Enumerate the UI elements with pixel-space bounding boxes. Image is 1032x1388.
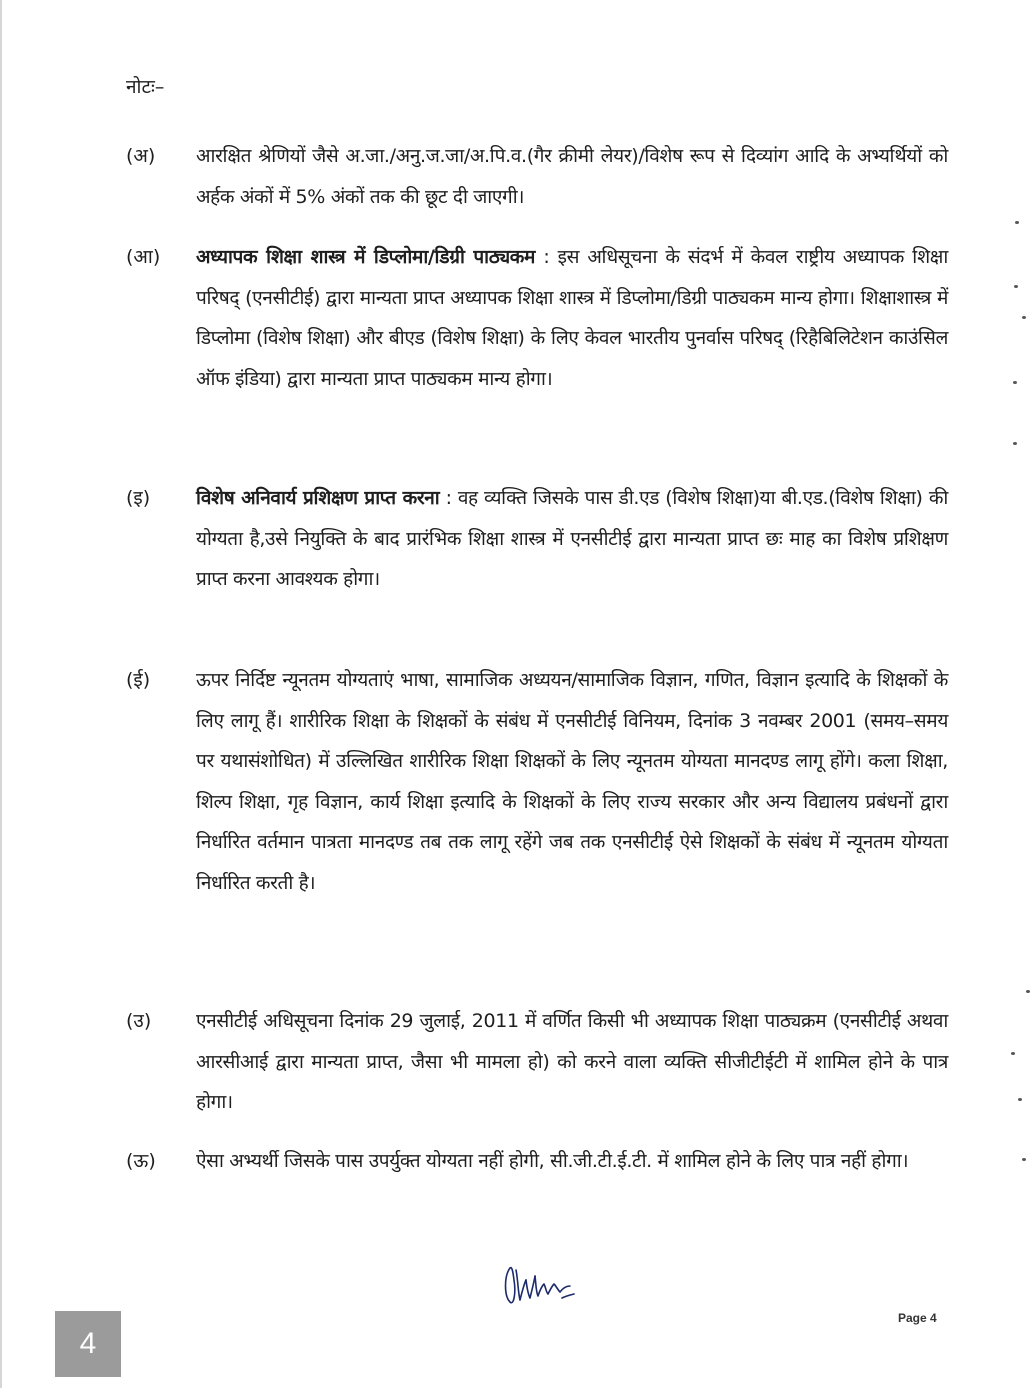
item-bold-lead: अध्यापक शिक्षा शास्त्र में डिप्लोमा/डिग्री पाठ्यकम — [196, 246, 536, 268]
note-heading: नोटः– — [126, 76, 165, 98]
item-text: ऐसा अभ्यर्थी जिसके पास उपर्युक्त योग्यता नहीं होगी, सी.जी.टी.ई.टी. में शामिल होने के लिए पात्र नहीं होगा। — [196, 1150, 909, 1172]
item-label: (आ) — [126, 246, 161, 268]
item-text: : इस अधिसूचना के संदर्भ में केवल राष्ट्रीय अध्यापक शिक्षा परिषद् (एनसीटीई) द्वारा मान्यता प्राप्त अध्यापक शिक्षा शास्त्र में डिप्लोमा/डिग्री पाठ्यकम मान्य होगा। शिक्षाशास्त्र में डिप्लोमा (विशेष शिक्षा) और बीएड (विशेष शिक्षा) के लिए केवल भारतीय पुनर्वास परिषद् (रिहैबिलिटेशन काउंसिल ऑफ इंडिया) द्वारा मान्यता प्राप्त पाठ्यकम मान्य होगा। — [196, 246, 948, 390]
item-body — [196, 660, 948, 903]
note-item — [118, 1001, 948, 1123]
page-edge — [0, 0, 2, 1388]
item-body — [196, 237, 948, 399]
note-item — [118, 237, 948, 399]
scan-speck — [1015, 221, 1019, 224]
item-body — [196, 1141, 948, 1182]
item-label: (उ) — [126, 1010, 152, 1032]
note-item — [118, 136, 948, 217]
scan-speck — [1026, 990, 1030, 993]
item-label: (ई) — [126, 669, 151, 691]
scan-speck — [1013, 381, 1017, 384]
page-number-badge: 4 — [55, 1311, 121, 1377]
item-text: आरक्षित श्रेणियों जैसे अ.जा./अनु.ज.जा/अ.पि.व.(गैर क्रीमी लेयर)/विशेष रूप से दिव्यांग आदि के अभ्यर्थियों को अर्हक अंकों में 5% अंकों तक की छूट दी जाएगी। — [196, 145, 948, 208]
item-body — [196, 1001, 948, 1123]
scan-speck — [1013, 442, 1017, 445]
item-body — [196, 136, 948, 217]
item-bold-lead: विशेष अनिवार्य प्रशिक्षण प्राप्त करना — [196, 487, 440, 509]
item-text: ऊपर निर्दिष्ट न्यूनतम योग्यताएं भाषा, सामाजिक अध्ययन/सामाजिक विज्ञान, गणित, विज्ञान इत्यादि के शिक्षकों के लिए लागू हैं। शारीरिक शिक्षा के शिक्षकों के संबंध में एनसीटीई विनियम, दिनांक 3 नवम्बर 2001 (समय–समय पर यथासंशोधित) में उल्लिखित शारीरिक शिक्षा शिक्षकों के लिए न्यूनतम योग्यता मानदण्ड लागू होंगे। कला शिक्षा, शिल्प शिक्षा, गृह विज्ञान, कार्य शिक्षा इत्यादि के शिक्षकों के लिए राज्य सरकार और अन्य विद्यालय प्रबंधनों द्वारा निर्धारित वर्तमान पात्रता मानदण्ड तब तक लागू रहेंगे जब तक एनसीटीई ऐसे शिक्षकों के संबंध में न्यूनतम योग्यता निर्धारित करती है। — [196, 669, 948, 894]
scan-speck — [1014, 285, 1018, 288]
item-body — [196, 478, 948, 600]
note-item — [118, 1141, 948, 1182]
signature — [500, 1262, 600, 1308]
scan-speck — [1018, 1098, 1022, 1101]
note-item — [118, 660, 948, 903]
item-label: (ऊ) — [126, 1150, 156, 1172]
item-label: (अ) — [126, 145, 156, 167]
page-number-label: Page 4 — [898, 1311, 937, 1325]
scan-speck — [1022, 316, 1026, 319]
scan-speck — [1011, 1052, 1015, 1055]
scan-speck — [1022, 1158, 1026, 1161]
item-text: एनसीटीई अधिसूचना दिनांक 29 जुलाई, 2011 में वर्णित किसी भी अध्यापक शिक्षा पाठ्यक्रम (एनसीटीई अथवा आरसीआई द्वारा मान्यता प्राप्त, जैसा भी मामला हो) को करने वाला व्यक्ति सीजीटीईटी में शामिल होने के पात्र होगा। — [196, 1010, 948, 1113]
item-label: (इ) — [126, 487, 151, 509]
note-item — [118, 478, 948, 600]
item-text: : वह व्यक्ति जिसके पास डी.एड (विशेष शिक्षा)या बी.एड.(विशेष शिक्षा) की योग्यता है,उसे नियुक्ति के बाद प्रारंभिक शिक्षा शास्त्र में एनसीटीई द्वारा मान्यता प्राप्त छः माह का विशेष प्रशिक्षण प्राप्त करना आवश्यक होगा। — [196, 487, 948, 590]
